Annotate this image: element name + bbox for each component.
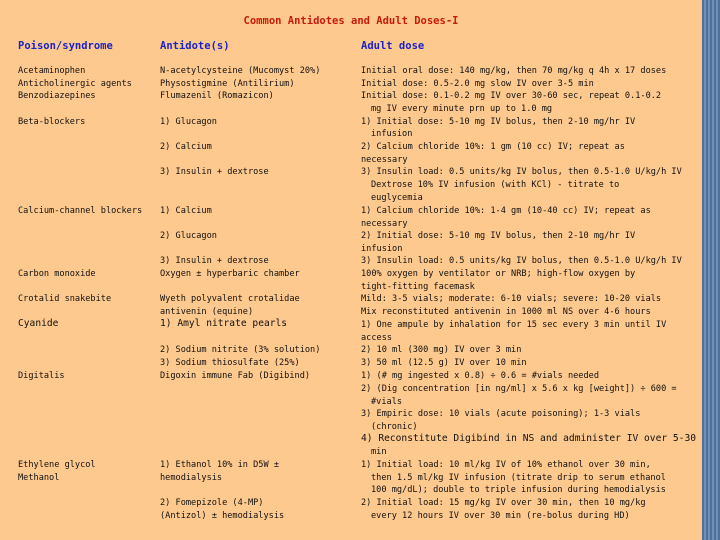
dose-digitalis-2: 2) (Dig concentration [in ng/ml] x 5.6 x kg [weight]) ÷ 600 = <box>361 384 677 394</box>
poison-ethylene-glycol: Ethylene glycol <box>18 460 96 470</box>
dose-crotalid-cont: Mix reconstituted antivenin in 1000 ml NS over 4-6 hours <box>361 307 651 317</box>
dose-beta-3: 3) Insulin load: 0.5 units/kg IV bolus, then 0.5-1.0 U/kg/h IV <box>361 167 682 177</box>
poison-calcium-channel: Calcium-channel blockers <box>18 206 143 216</box>
dose-beta-3-cont2: euglycemia <box>371 193 423 203</box>
dose-ethanol: 1) Initial load: 10 ml/kg IV of 10% ethanol over 30 min, <box>361 460 651 470</box>
antidote-beta-3: 3) Insulin + dextrose <box>160 167 269 177</box>
poison-benzodiazepines: Benzodiazepines <box>18 91 96 101</box>
antidote-cyanide-2: 2) Sodium nitrite (3% solution) <box>160 345 321 355</box>
dose-digitalis-4: 4) Reconstitute Digibind in NS and administer IV over 5-30 <box>361 433 697 444</box>
dose-digitalis-3-cont: (chronic) <box>371 422 418 432</box>
dose-cyanide-1-cont: access <box>361 333 393 343</box>
slide-border <box>702 0 720 540</box>
dose-cyanide-2: 2) 10 ml (300 mg) IV over 3 min <box>361 345 522 355</box>
dose-beta-1-cont: infusion <box>371 129 413 139</box>
antidote-acetaminophen: N-acetylcysteine (Mucomyst 20%) <box>160 66 321 76</box>
page-title: Common Antidotes and Adult Doses-I <box>243 15 459 27</box>
dose-carbon-monoxide-cont: tight-fitting facemask <box>361 282 475 292</box>
poison-anticholinergic: Anticholinergic agents <box>18 79 132 89</box>
poison-acetaminophen: Acetaminophen <box>18 66 86 76</box>
antidote-fomepizole: 2) Fomepizole (4-MP) <box>160 498 264 508</box>
poison-digitalis: Digitalis <box>18 371 65 381</box>
dose-fomepizole-cont: every 12 hours IV over 30 min (re-bolus during HD) <box>371 511 630 521</box>
dose-ethanol-cont1: then 1.5 ml/kg IV infusion (titrate drip to serum ethanol <box>371 473 666 483</box>
header-dose: Adult dose <box>361 40 425 52</box>
poison-beta-blockers: Beta-blockers <box>18 117 86 127</box>
poison-cyanide: Cyanide <box>18 318 59 329</box>
dose-ccb-2: 2) Initial dose: 5-10 mg IV bolus, then 2-10 mg/hr IV <box>361 231 636 241</box>
dose-beta-2-cont: necessary <box>361 155 408 165</box>
antidote-ccb-1: 1) Calcium <box>160 206 212 216</box>
dose-benzodiazepines-cont: mg IV every minute prn up to 1.0 mg <box>371 104 553 114</box>
antidote-fomepizole-cont: (Antizol) ± hemodialysis <box>160 511 285 521</box>
antidote-anticholinergic: Physostigmine (Antilirium) <box>160 79 295 89</box>
dose-digitalis-3: 3) Empiric dose: 10 vials (acute poisoning); 1-3 vials <box>361 409 641 419</box>
dose-anticholinergic: Initial dose: 0.5-2.0 mg slow IV over 3-5 min <box>361 79 594 89</box>
antidote-digitalis: Digoxin immune Fab (Digibind) <box>160 371 311 381</box>
dose-ccb-3: 3) Insulin load: 0.5 units/kg IV bolus, then 0.5-1.0 U/kg/h IV <box>361 256 682 266</box>
dose-digitalis-4-cont: min <box>371 447 387 457</box>
antidote-crotalid: Wyeth polyvalent crotalidae <box>160 294 300 304</box>
dose-cyanide-1: 1) One ampule by inhalation for 15 sec every 3 min until IV <box>361 320 667 330</box>
dose-ccb-2-cont: infusion <box>361 244 403 254</box>
antidote-ethanol: 1) Ethanol 10% in D5W ± <box>160 460 279 470</box>
dose-fomepizole: 2) Initial load: 15 mg/kg IV over 30 min, then 10 mg/kg <box>361 498 646 508</box>
antidote-ethanol-cont: hemodialysis <box>160 473 223 483</box>
dose-beta-2: 2) Calcium chloride 10%: 1 gm (10 cc) IV; repeat as <box>361 142 625 152</box>
antidote-carbon-monoxide: Oxygen ± hyperbaric chamber <box>160 269 300 279</box>
dose-ethanol-cont2: 100 mg/dL); double to triple infusion during hemodialysis <box>371 485 666 495</box>
dose-ccb-1-cont: necessary <box>361 219 408 229</box>
dose-digitalis-1: 1) (# mg ingested x 0.8) ÷ 0.6 = #vials needed <box>361 371 599 381</box>
antidote-ccb-2: 2) Glucagon <box>160 231 217 241</box>
header-antidote: Antidote(s) <box>160 40 230 52</box>
antidote-cyanide-1: 1) Amyl nitrate pearls <box>160 318 288 329</box>
antidote-cyanide-3: 3) Sodium thiosulfate (25%) <box>160 358 300 368</box>
dose-ccb-1: 1) Calcium chloride 10%: 1-4 gm (10-40 cc) IV; repeat as <box>361 206 651 216</box>
dose-digitalis-2-cont: #vials <box>371 397 403 407</box>
antidote-benzodiazepines: Flumazenil (Romazicon) <box>160 91 274 101</box>
dose-cyanide-3: 3) 50 ml (12.5 g) IV over 10 min <box>361 358 527 368</box>
dose-beta-3-cont1: Dextrose 10% IV infusion (with KCl) - titrate to <box>371 180 620 190</box>
antidote-beta-1: 1) Glucagon <box>160 117 217 127</box>
header-poison: Poison/syndrome <box>18 40 113 52</box>
antidote-beta-2: 2) Calcium <box>160 142 212 152</box>
dose-carbon-monoxide: 100% oxygen by ventilator or NRB; high-flow oxygen by <box>361 269 636 279</box>
dose-acetaminophen: Initial oral dose: 140 mg/kg, then 70 mg/kg q 4h x 17 doses <box>361 66 667 76</box>
poison-carbon-monoxide: Carbon monoxide <box>18 269 96 279</box>
dose-benzodiazepines: Initial dose: 0.1-0.2 mg IV over 30-60 sec, repeat 0.1-0.2 <box>361 91 662 101</box>
poison-methanol: Methanol <box>18 473 60 483</box>
antidote-ccb-3: 3) Insulin + dextrose <box>160 256 269 266</box>
antidote-crotalid-cont: antivenin (equine) <box>160 307 254 317</box>
dose-beta-1: 1) Initial dose: 5-10 mg IV bolus, then 2-10 mg/hr IV <box>361 117 636 127</box>
poison-crotalid: Crotalid snakebite <box>18 294 112 304</box>
dose-crotalid: Mild: 3-5 vials; moderate: 6-10 vials; severe: 10-20 vials <box>361 294 662 304</box>
